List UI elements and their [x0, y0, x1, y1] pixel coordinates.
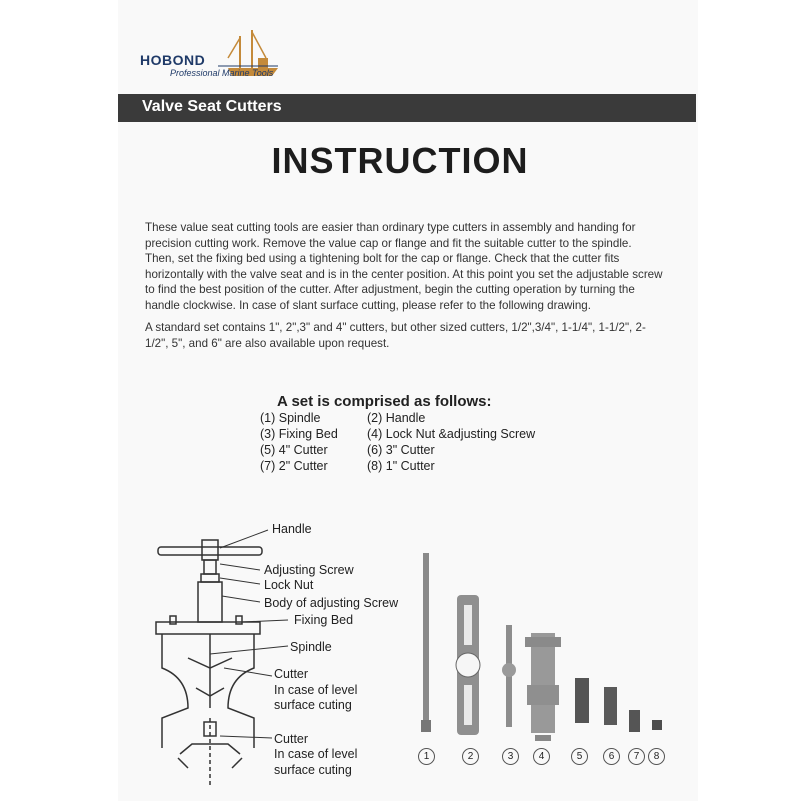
- set-heading: A set is comprised as follows:: [277, 393, 492, 410]
- list-item: (5) 4" Cutter: [260, 443, 328, 457]
- set-list-left: [260, 410, 338, 474]
- label-fixing-bed: Fixing Bed: [294, 613, 354, 627]
- label-body-of-adjusting-screw: Body of adjusting Screw: [264, 596, 399, 610]
- adjusting-screw-part: [502, 625, 516, 727]
- label-adjusting-screw: Adjusting Screw: [264, 563, 354, 577]
- list-item: (1) Spindle: [260, 411, 321, 425]
- sizes-paragraph: A standard set contains 1", 2",3" and 4" cutters, but other sized cutters, 1/2",3/4", 1-1/4", 1-1/2", 2-1/2", 5", and 6" are also available upon request.: [145, 321, 646, 350]
- part-number: 7: [628, 748, 645, 765]
- label-cutter-2: Cutter: [274, 732, 309, 746]
- page-title: INSTRUCTION: [271, 140, 529, 181]
- part-number: 1: [418, 748, 435, 765]
- part-number: 2: [462, 748, 479, 765]
- part-number: 4: [533, 748, 550, 765]
- list-item: (6) 3" Cutter: [367, 443, 435, 457]
- label-cutter-1-note: In case of level: [274, 683, 358, 697]
- lock-nut-part: [525, 633, 561, 741]
- part-number: 8: [648, 748, 665, 765]
- section-bar: [118, 94, 696, 122]
- brand-tagline: Professional Marine Tools: [170, 68, 274, 78]
- section-title: Valve Seat Cutters: [142, 98, 282, 115]
- set-list-right: [367, 410, 535, 474]
- list-item: (7) 2" Cutter: [260, 459, 328, 473]
- label-cutter-2-note: surface cuting: [274, 763, 352, 777]
- part-number: 5: [571, 748, 588, 765]
- part-number: 6: [603, 748, 620, 765]
- spindle-part: [421, 553, 431, 732]
- list-item: (2) Handle: [367, 411, 426, 425]
- list-item: (8) 1" Cutter: [367, 459, 435, 473]
- label-cutter-1-note: surface cuting: [274, 698, 352, 712]
- list-item: (3) Fixing Bed: [260, 427, 338, 441]
- label-handle: Handle: [272, 522, 312, 536]
- label-cutter-1: Cutter: [274, 667, 309, 681]
- tool-parts-photo: [405, 545, 685, 775]
- label-spindle: Spindle: [290, 640, 332, 654]
- brand-name: HOBOND: [140, 52, 206, 68]
- label-cutter-2-note: In case of level: [274, 747, 358, 761]
- part-number: 3: [502, 748, 519, 765]
- cutter-parts: [575, 678, 662, 732]
- list-item: (4) Lock Nut &adjusting Screw: [367, 427, 536, 441]
- handle-part: [456, 595, 480, 735]
- instruction-paragraph: These value seat cutting tools are easier than ordinary type cutters in assembly and handing for precision cutting work. Remove the value cap or flange and fit the suitable cutter to the spindle. Then, set the fixing bed using a tightening bolt for the cap or flange. Check that the cutter fits horizontally with the valve seat and is in the center position. At this point you set the adjustable screw to find the best position of the cutter. After adjustment, begin the cutting operation by turning the handle clockwise. In case of slant surface cutting, please refer to the following drawing.: [145, 221, 663, 312]
- label-lock-nut: Lock Nut: [264, 578, 314, 592]
